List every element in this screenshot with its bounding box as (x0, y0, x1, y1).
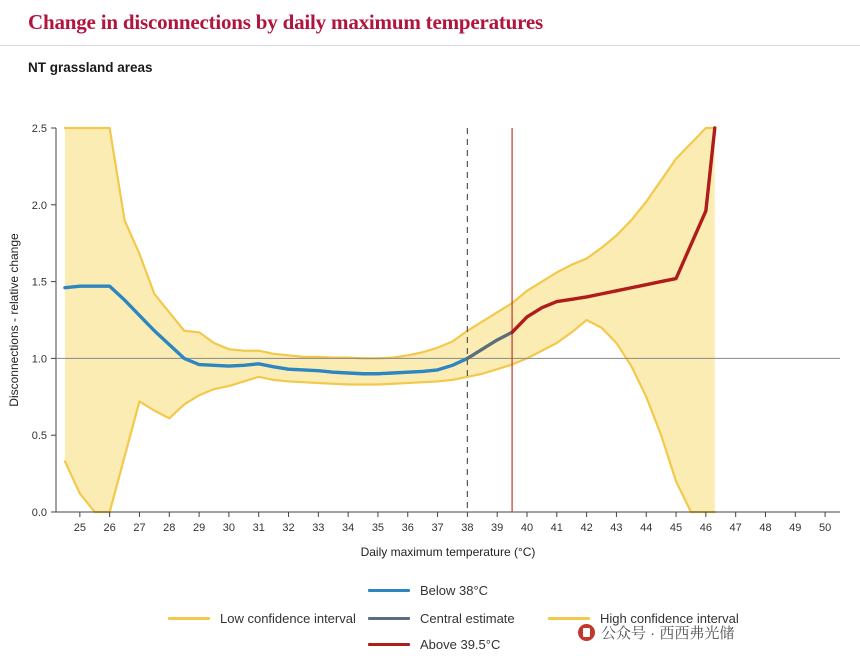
x-tick-label: 35 (371, 522, 385, 534)
x-tick-label: 42 (580, 522, 593, 534)
x-tick-label: 45 (669, 522, 683, 534)
x-tick-label: 25 (73, 522, 86, 534)
x-tick-label: 34 (342, 522, 355, 534)
x-tick-label: 39 (491, 522, 504, 534)
chart-plot-area (0, 100, 860, 570)
x-tick-label: 48 (759, 522, 772, 534)
y-tick-label: 1.5 (31, 276, 47, 289)
x-tick-label: 50 (818, 522, 832, 534)
x-axis-title: Daily maximum temperature (°C) (360, 545, 536, 559)
legend-label-above-395: Above 39.5°C (420, 637, 501, 652)
confidence-band (65, 128, 715, 512)
legend-label-low-ci: Low confidence interval (220, 611, 356, 626)
x-tick-label: 46 (699, 522, 712, 534)
chart-legend (0, 575, 860, 655)
watermark (578, 622, 734, 643)
x-tick-label: 28 (163, 522, 176, 534)
y-axis-title: Disconnections - relative change (7, 233, 21, 407)
x-tick-label: 26 (103, 522, 116, 534)
y-tick-label: 0.0 (31, 507, 47, 519)
watermark-text: 公众号 · 西西弗光储 (601, 625, 735, 642)
x-tick-label: 30 (222, 522, 236, 534)
legend-item-low-ci (168, 611, 356, 626)
x-tick-label: 38 (461, 522, 474, 534)
chart-subtitle: NT grassland areas (28, 60, 153, 75)
y-tick-label: 2.0 (31, 199, 47, 212)
x-tick-label: 44 (640, 522, 653, 534)
title-divider (0, 45, 860, 46)
legend-swatch-central (368, 617, 410, 620)
x-tick-label: 27 (133, 522, 146, 534)
x-tick-label: 36 (401, 522, 414, 534)
legend-swatch-high-ci (548, 617, 590, 620)
legend-swatch-low-ci (168, 617, 210, 620)
x-tick-label: 29 (192, 522, 206, 534)
y-tick-label: 1.0 (31, 353, 47, 366)
legend-swatch-above-395 (368, 643, 410, 646)
legend-item-above-395 (368, 637, 500, 652)
x-tick-label: 47 (729, 522, 742, 534)
watermark-logo-icon (578, 624, 595, 641)
x-tick-label: 43 (610, 522, 623, 534)
legend-label-below-38: Below 38°C (420, 583, 489, 598)
x-tick-label: 40 (520, 522, 534, 534)
x-tick-label: 41 (550, 522, 563, 534)
x-tick-label: 32 (282, 522, 295, 534)
x-tick-label: 33 (312, 522, 325, 534)
y-tick-label: 0.5 (31, 430, 47, 443)
legend-item-below-38 (368, 583, 488, 598)
x-tick-label: 31 (252, 522, 265, 534)
disconnections-temperature-chart (0, 100, 860, 570)
legend-label-high-ci: High confidence interval (600, 611, 739, 626)
x-tick-label: 49 (789, 522, 802, 534)
x-tick-label: 37 (431, 522, 444, 534)
legend-item-central (368, 611, 515, 626)
page-title: Change in disconnections by daily maximum temperatures (28, 10, 543, 34)
legend-swatch-below-38 (368, 589, 410, 592)
y-tick-label: 2.5 (31, 123, 47, 135)
legend-label-central: Central estimate (420, 611, 515, 626)
